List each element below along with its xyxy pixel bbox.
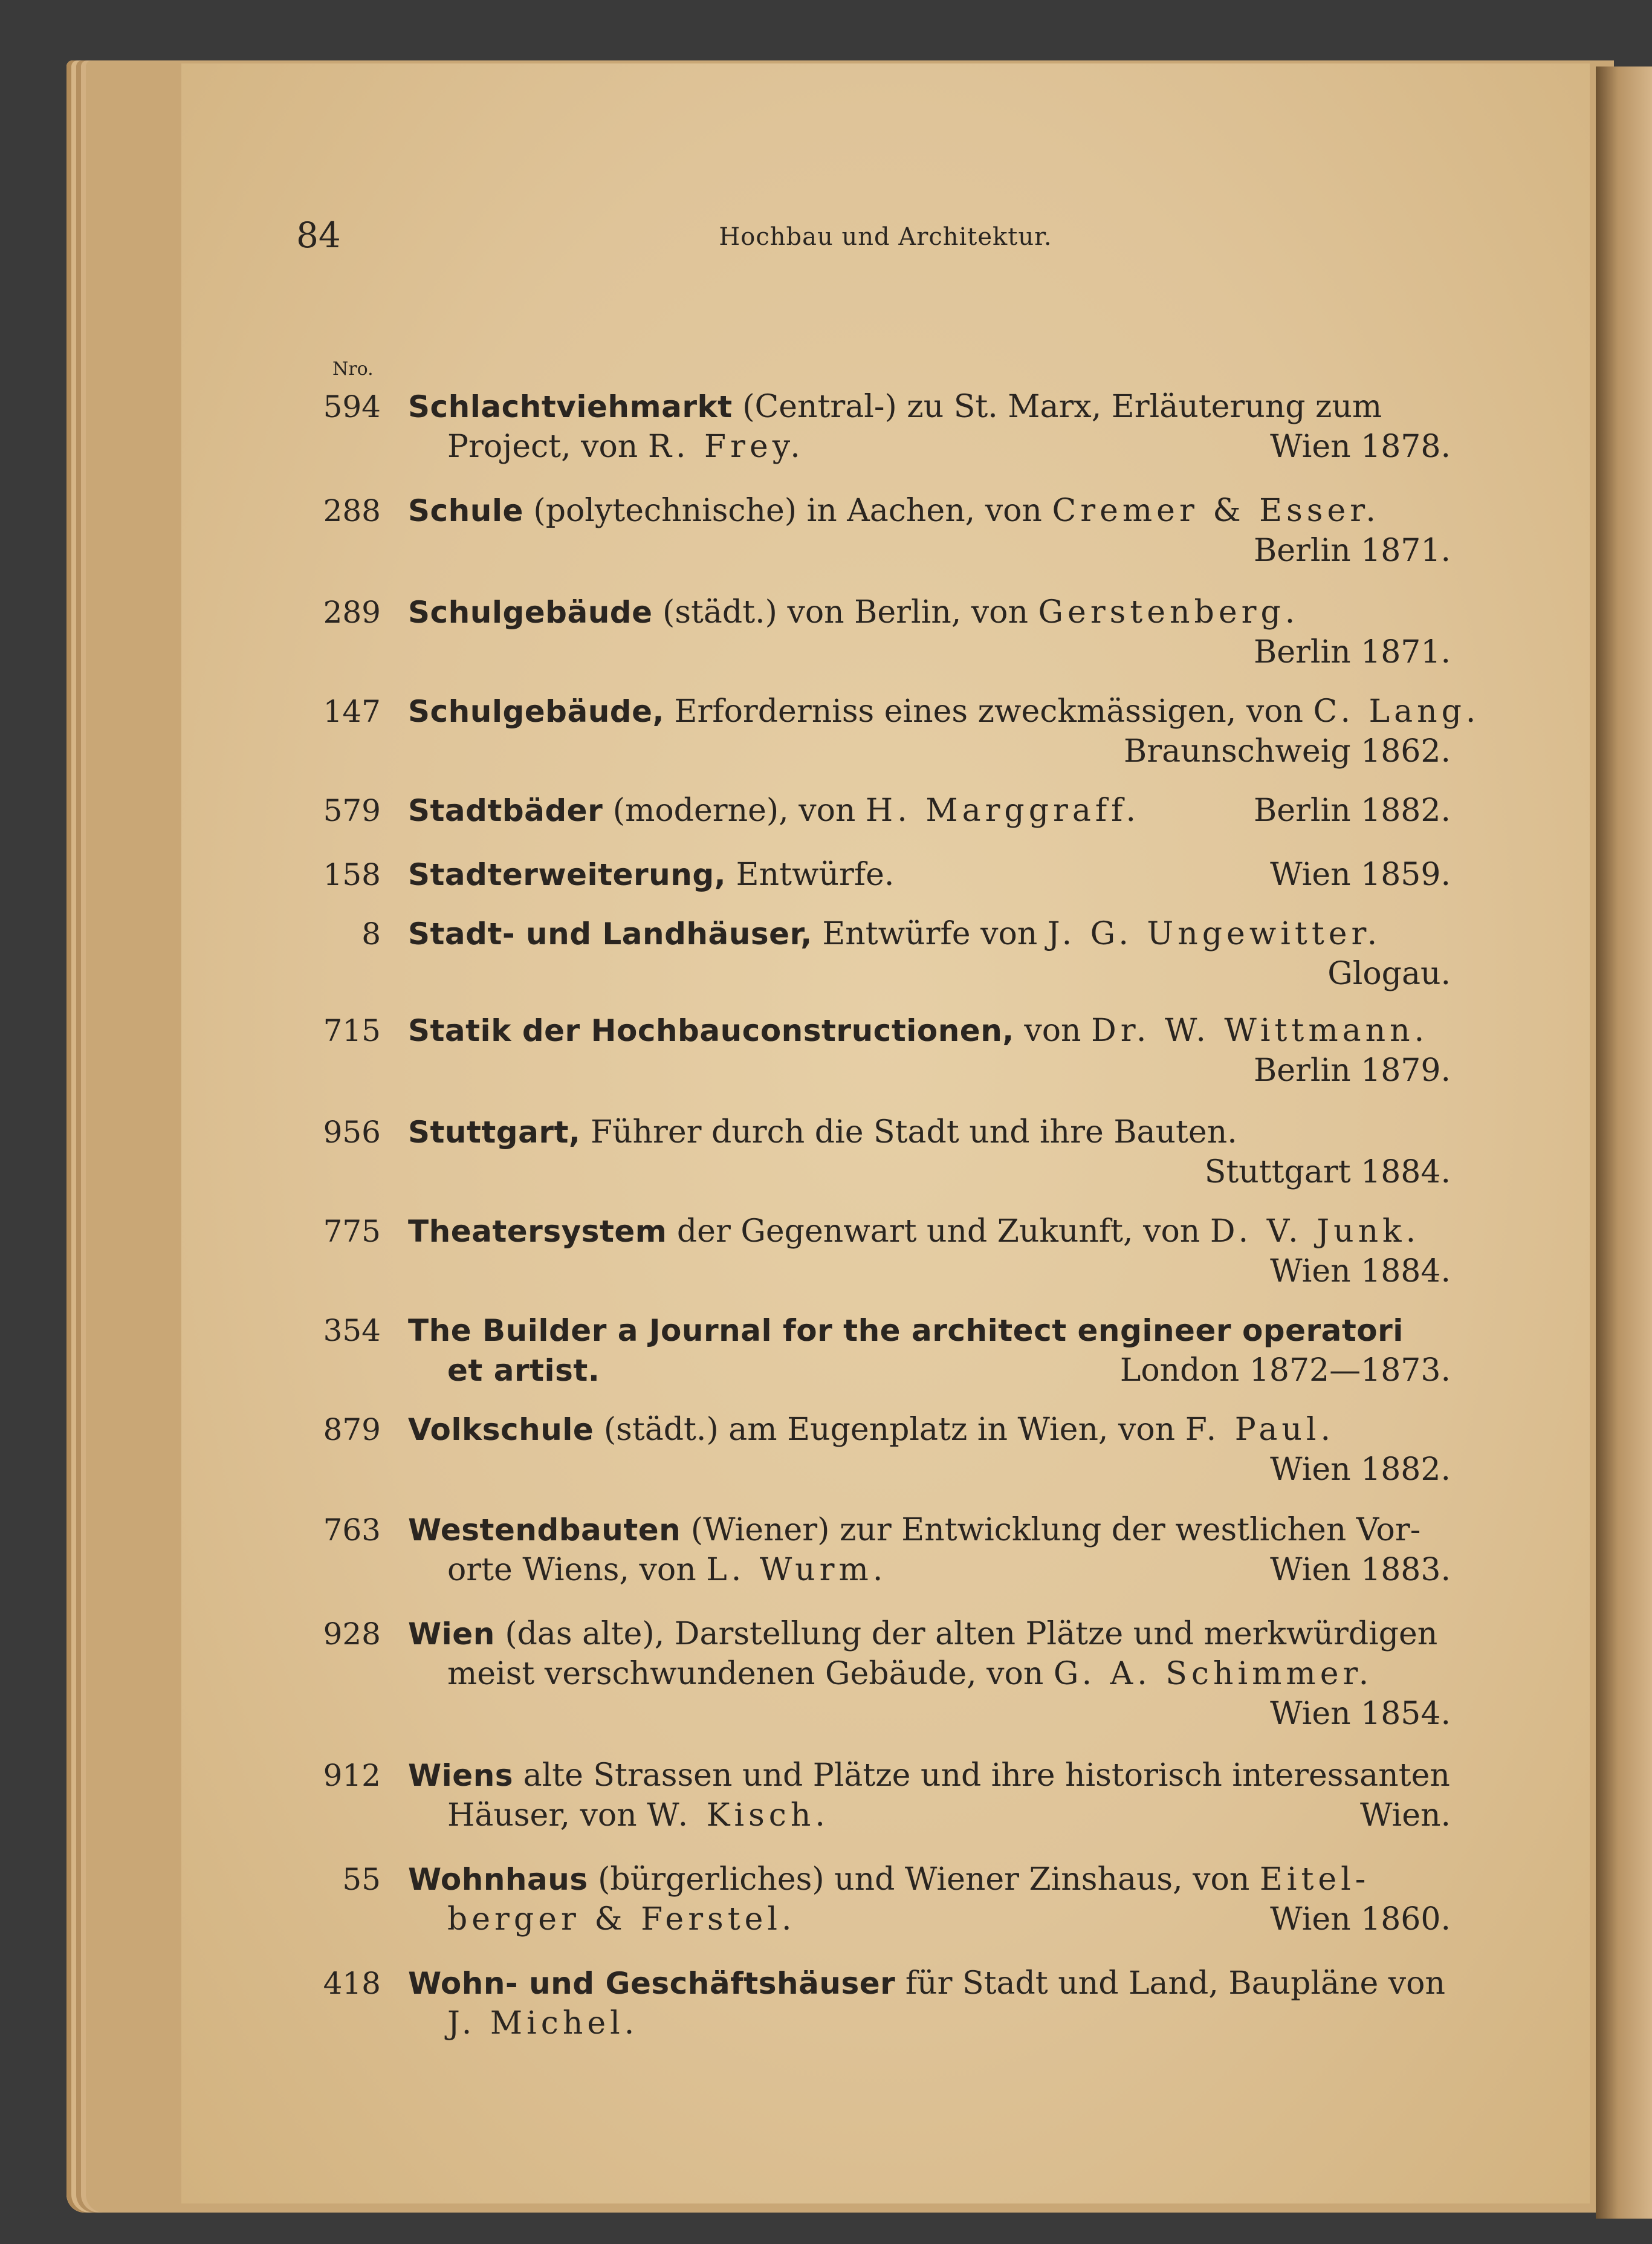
entry-publication: Berlin 1871. <box>1254 634 1451 670</box>
entry-publication: Glogau. <box>1327 956 1451 992</box>
page-header <box>296 215 1457 269</box>
entry-text: von <box>1024 1013 1081 1049</box>
entry-author: F. Paul. <box>1185 1412 1335 1448</box>
entry-author: R. Frey. <box>647 429 805 465</box>
entry-author: D. V. Junk. <box>1210 1213 1420 1250</box>
entry-publication: Berlin 1871. <box>1254 533 1451 569</box>
entry-author: W. Kisch. <box>647 1797 829 1834</box>
entry-number: 418 <box>323 1966 381 2001</box>
entry-heading: et artist. <box>447 1353 600 1388</box>
entry-author: berger & Ferstel. <box>447 1901 796 1938</box>
entry-author: Dr. W. Wittmann. <box>1091 1013 1429 1049</box>
entry-publication: Wien 1860. <box>1270 1901 1451 1938</box>
entry-number: 715 <box>323 1013 381 1048</box>
entry-text: (städt.) von Berlin, von <box>662 594 1028 631</box>
entry-number: 55 <box>342 1862 381 1897</box>
entry-heading: The Builder a Journal for the architect engineer operatori <box>408 1313 1404 1348</box>
entry-heading: Westendbauten <box>408 1513 681 1548</box>
entry-author: J. Michel. <box>447 2005 639 2041</box>
entry-text: Project, von <box>447 429 638 465</box>
entry-number: 354 <box>323 1313 381 1348</box>
book-page <box>181 63 1590 2203</box>
entry-text: (das alte), Darstellung der alten Plätze und merkwürdigen <box>505 1616 1438 1652</box>
running-title: Hochbau und Architektur. <box>719 223 1052 251</box>
entry-text: Entwürfe. <box>736 857 895 893</box>
facing-page-edge <box>1596 66 1652 2219</box>
entry-text: für Stadt und Land, Baupläne von <box>905 1965 1445 2002</box>
entry-publication: Braunschweig 1862. <box>1124 733 1451 770</box>
entry-heading: Wohn- und Geschäftshäuser <box>408 1966 896 2001</box>
entry-number: 912 <box>323 1758 381 1793</box>
entry-number: 594 <box>323 389 381 424</box>
entry-author: J. G. Ungewitter. <box>1047 916 1382 952</box>
entry-number: 147 <box>323 694 381 729</box>
entry-publication: Berlin 1879. <box>1254 1052 1451 1089</box>
entry-number: 956 <box>323 1115 381 1150</box>
entry-heading: Schlachtviehmarkt <box>408 389 733 424</box>
entry-heading: Schulgebäude, <box>408 694 665 729</box>
entry-number: 8 <box>361 916 381 952</box>
entry-publication: Stuttgart 1884. <box>1204 1154 1451 1190</box>
entry-publication: Wien. <box>1360 1797 1451 1834</box>
entry-heading: Wien <box>408 1617 495 1652</box>
entry-publication: London 1872—1873. <box>1119 1352 1451 1389</box>
entry-text: (städt.) am Eugenplatz in Wien, von <box>603 1412 1176 1448</box>
entry-heading: Theatersystem <box>408 1214 667 1249</box>
entry-number: 928 <box>323 1617 381 1652</box>
entry-number: 289 <box>323 595 381 630</box>
entry-heading: Schulgebäude <box>408 595 653 630</box>
entry-publication: Wien 1878. <box>1270 429 1451 465</box>
entry-heading: Stadterweiterung, <box>408 857 727 892</box>
entry-text: (moderne), von <box>612 793 856 829</box>
entry-author: C. Lang. <box>1313 693 1480 730</box>
entry-heading: Stadtbäder <box>408 793 603 828</box>
entry-text: Erforderniss eines zweckmässigen, von <box>674 693 1304 730</box>
entry-text: (Central-) zu St. Marx, Erläuterung zum <box>742 389 1382 425</box>
entry-number: 158 <box>323 857 381 892</box>
entry-author: Gerstenberg. <box>1038 594 1300 631</box>
entry-publication: Wien 1882. <box>1270 1451 1451 1488</box>
entry-publication: Berlin 1882. <box>1254 793 1451 829</box>
entry-number: 763 <box>323 1513 381 1548</box>
entry-text: alte Strassen und Plätze und ihre historisch interessanten <box>523 1757 1450 1794</box>
entry-heading: Wohnhaus <box>408 1862 588 1897</box>
entry-author: L. Wurm. <box>706 1552 887 1588</box>
entry-author: Eitel- <box>1259 1861 1370 1898</box>
entry-text: (bürgerliches) und Wiener Zinshaus, von <box>598 1861 1250 1898</box>
entry-heading: Statik der Hochbauconstructionen, <box>408 1013 1014 1048</box>
entry-heading: Volkschule <box>408 1412 594 1447</box>
entry-author: H. Marggraff. <box>865 793 1141 829</box>
entry-heading: Stadt- und Landhäuser, <box>408 916 812 952</box>
entry-number: 879 <box>323 1412 381 1447</box>
entry-text: der Gegenwart und Zukunft, von <box>676 1213 1200 1250</box>
entry-text: Entwürfe von <box>822 916 1038 952</box>
entry-author: Cremer & Esser. <box>1052 493 1380 529</box>
page-number: 84 <box>296 215 341 256</box>
entry-number: 579 <box>323 793 381 828</box>
entry-text: (polytechnische) in Aachen, von <box>533 493 1042 529</box>
entry-heading: Stuttgart, <box>408 1115 581 1150</box>
entry-text: orte Wiens, von <box>447 1552 696 1588</box>
entry-text: Führer durch die Stadt und ihre Bauten. <box>590 1114 1237 1150</box>
entry-number: 775 <box>323 1214 381 1249</box>
entry-text: (Wiener) zur Entwicklung der westlichen Vor- <box>690 1512 1421 1548</box>
entry-text: meist verschwundenen Gebäude, von <box>447 1656 1044 1692</box>
entry-number: 288 <box>323 493 381 528</box>
column-label: Nro. <box>332 358 374 380</box>
entry-author: G. A. Schimmer. <box>1053 1656 1373 1692</box>
entry-publication: Wien 1854. <box>1270 1696 1451 1732</box>
entry-heading: Wiens <box>408 1758 514 1793</box>
entry-publication: Wien 1883. <box>1270 1552 1451 1588</box>
entry-publication: Wien 1884. <box>1270 1253 1451 1289</box>
entry-text: Häuser, von <box>447 1797 637 1834</box>
entry-heading: Schule <box>408 493 523 528</box>
entry-publication: Wien 1859. <box>1270 857 1451 893</box>
